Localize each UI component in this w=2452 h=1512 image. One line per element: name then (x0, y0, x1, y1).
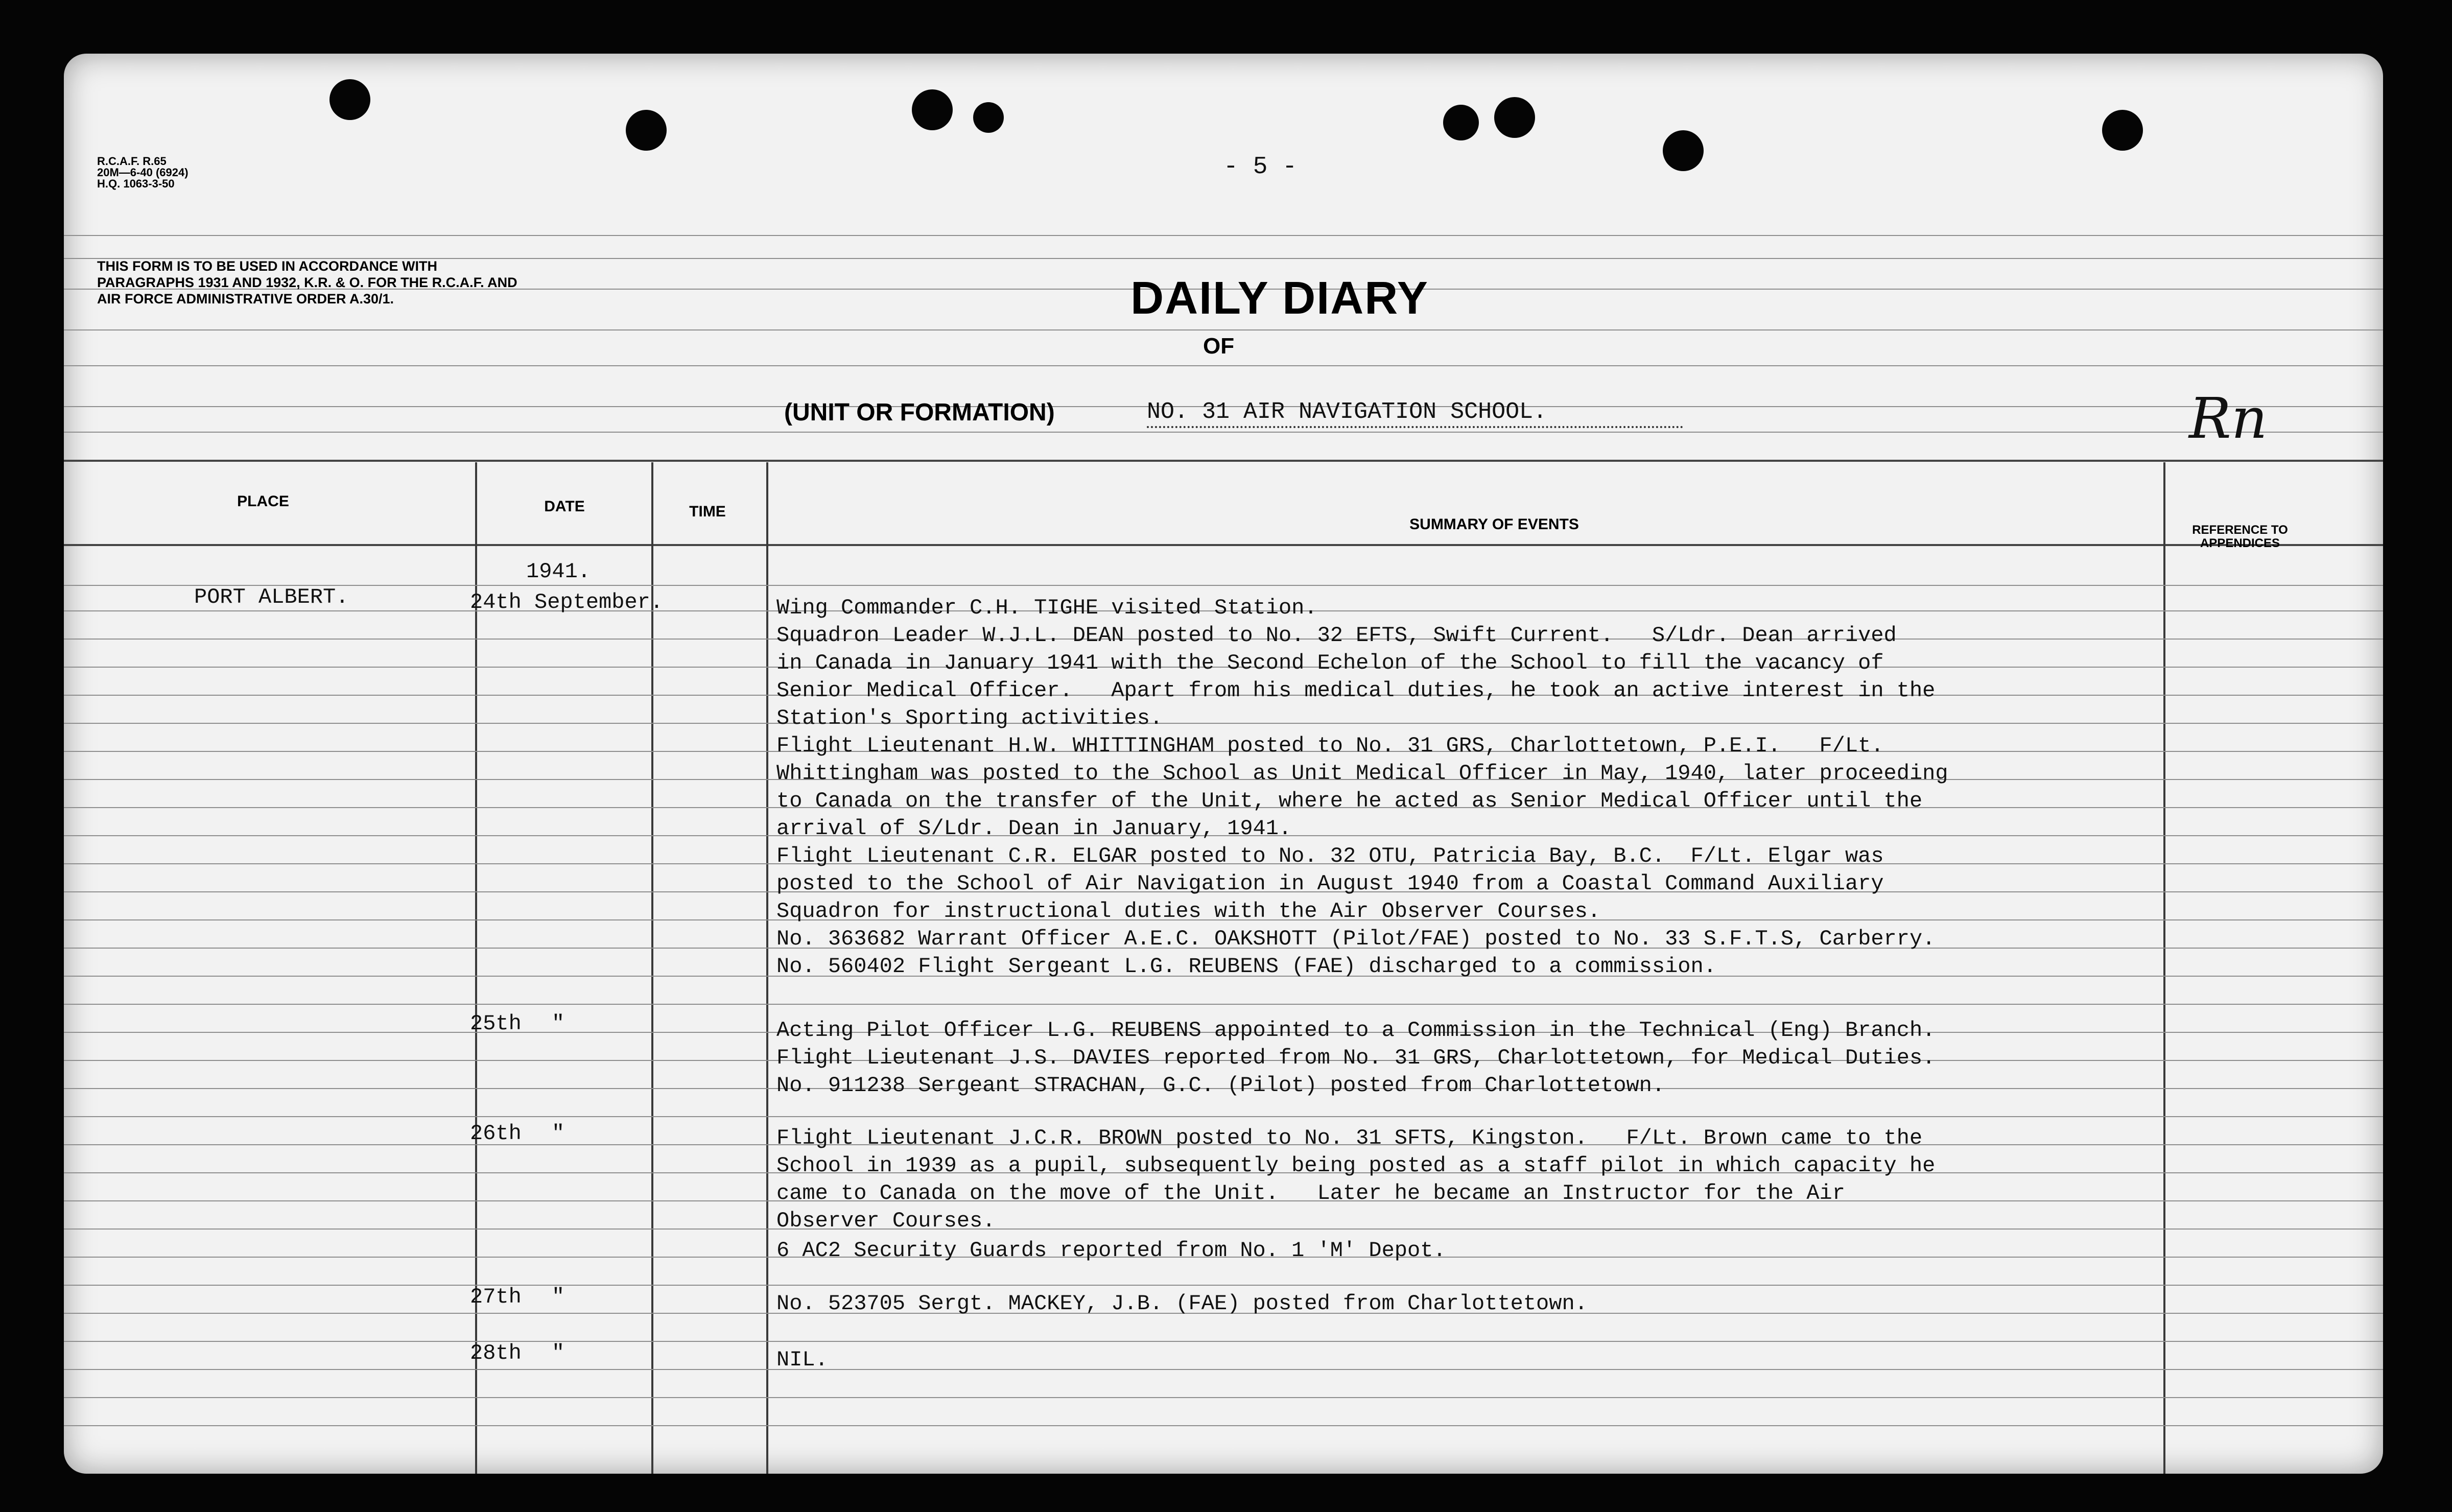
event-entry: No. 523705 Sergt. MACKEY, J.B. (FAE) posted from Charlottetown. (776, 1291, 1588, 1316)
date-entry: 26th (470, 1121, 522, 1146)
page-number: - 5 - (1223, 153, 1298, 181)
date-entry: 24th September. (470, 590, 664, 615)
header-rule (64, 329, 2383, 330)
event-entry: Flight Lieutenant J.S. DAVIES reported from No. 31 GRS, Charlottetown, for Medical Duties. (776, 1046, 1936, 1070)
punch-hole (329, 79, 370, 120)
ditto-mark: " (552, 1285, 565, 1309)
header-rule (64, 365, 2383, 366)
punch-hole (1663, 130, 1704, 171)
ditto-mark: " (552, 1121, 565, 1146)
column-header-date: DATE (544, 498, 585, 515)
event-entry: 6 AC2 Security Guards reported from No. 1 'M' Depot. (776, 1238, 1446, 1263)
column-header-reference: REFERENCE TO APPENDICES (2192, 523, 2288, 550)
place-entry: PORT ALBERT. (194, 585, 349, 609)
date-entry: 28th (470, 1341, 522, 1365)
form-code-line: R.C.A.F. R.65 (97, 155, 167, 168)
punch-hole (626, 110, 667, 151)
column-header-time: TIME (689, 503, 726, 520)
punch-hole (2102, 110, 2143, 151)
header-rule (64, 235, 2383, 236)
column-divider (766, 462, 768, 1474)
unit-value: NO. 31 AIR NAVIGATION SCHOOL. (1147, 399, 1683, 428)
event-entry: No. 911238 Sergeant STRACHAN, G.C. (Pilot) posted from Charlottetown. (776, 1073, 1665, 1098)
ditto-mark: " (552, 1341, 565, 1365)
date-entry: 27th (470, 1285, 522, 1309)
form-code-line: 20M—6-40 (6924) (97, 166, 188, 179)
punch-hole (1494, 97, 1535, 138)
handwritten-initials: Rn (2189, 386, 2268, 451)
event-entry: Flight Lieutenant H.W. WHITTINGHAM posted to No. 31 GRS, Charlottetown, P.E.I. F/Lt. Whittingham was posted to the School as Unit Medical Officer in May, 1940, later proceeding to Canada on the transfer of the Unit, where he acted as Senior Medical Officer until the arrival of S/Ldr. Dean in January, 1941. (776, 734, 1948, 841)
form-instructions: THIS FORM IS TO BE USED IN ACCORDANCE WITH PARAGRAPHS 1931 AND 1932, K.R. & O. FOR THE R.C.A.F. AND AIR FORCE ADMINISTRATIVE ORDER A.30/1. (97, 258, 517, 306)
column-header-place: PLACE (237, 493, 289, 510)
event-entry: Wing Commander C.H. TIGHE visited Station. (776, 596, 1317, 620)
column-header-summary: SUMMARY OF EVENTS (1409, 516, 1579, 533)
year-entry: 1941. (526, 559, 591, 584)
table-top-rule (64, 460, 2383, 462)
form-code-line: H.Q. 1063-3-50 (97, 177, 175, 190)
header-rule (64, 432, 2383, 433)
title-of: OF (1203, 334, 1235, 359)
event-entry: No. 363682 Warrant Officer A.E.C. OAKSHOTT (Pilot/FAE) posted to No. 33 S.F.T.S, Carberry. (776, 927, 1936, 951)
ditto-mark: " (552, 1011, 565, 1036)
table-header-rule (64, 544, 2383, 546)
page-title: DAILY DIARY (1130, 273, 1429, 324)
event-entry: Flight Lieutenant J.C.R. BROWN posted to No. 31 SFTS, Kingston. F/Lt. Brown came to the School in 1939 as a pupil, subsequently being posted as a staff pilot in which capacity he came to Canada on the move of the Unit. Later he became an Instructor for the Air Observer Courses. (776, 1126, 1936, 1233)
date-entry: 25th (470, 1011, 522, 1036)
event-entry: NIL. (776, 1348, 828, 1372)
diary-sheet (64, 54, 2383, 1474)
event-entry: Acting Pilot Officer L.G. REUBENS appointed to a Commission in the Technical (Eng) Branch. (776, 1018, 1936, 1043)
event-entry: Squadron Leader W.J.L. DEAN posted to No. 32 EFTS, Swift Current. S/Ldr. Dean arrived in Canada in January 1941 with the Second Echelon of the School to fill the vacancy of Senior Medical Officer. Apart from his medical duties, he took an active interest in the Station's Sporting activities. (776, 623, 1936, 730)
event-entry: No. 560402 Flight Sergeant L.G. REUBENS (FAE) discharged to a commission. (776, 954, 1716, 979)
punch-hole (973, 102, 1004, 133)
punch-hole (1443, 105, 1479, 140)
event-entry: Flight Lieutenant C.R. ELGAR posted to No. 32 OTU, Patricia Bay, B.C. F/Lt. Elgar was posted to the School of Air Navigation in August 1940 from a Coastal Command Auxiliary Squadron for instructional duties with the Air Observer Courses. (776, 844, 1884, 924)
form-code (97, 156, 188, 190)
punch-hole (912, 89, 953, 130)
unit-label: (UNIT OR FORMATION) (784, 399, 1055, 426)
